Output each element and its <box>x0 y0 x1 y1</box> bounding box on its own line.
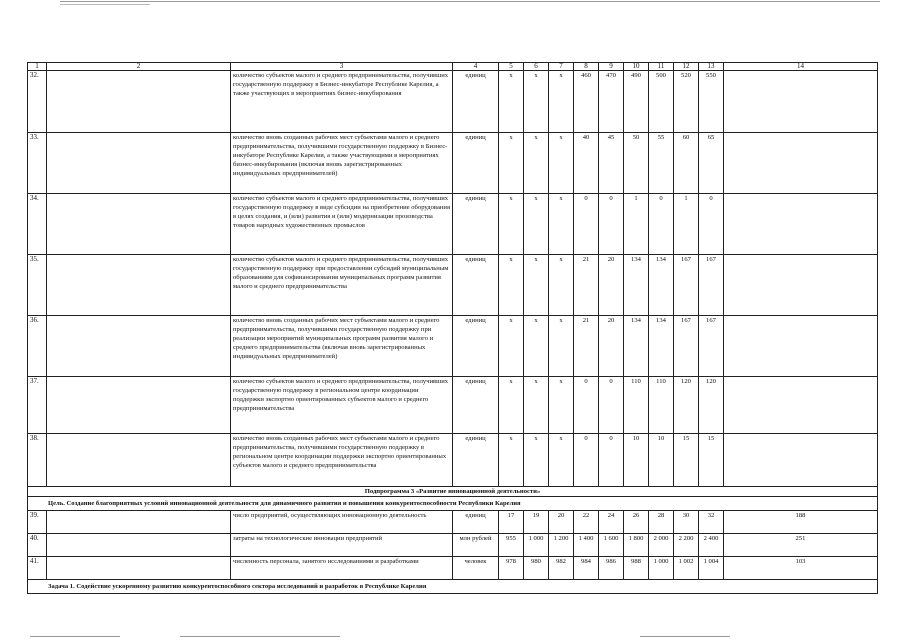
unit-cell: млн рублей <box>453 534 499 557</box>
total-cell <box>724 255 878 316</box>
top-rule-short <box>60 4 150 5</box>
value-cell: 0 <box>649 194 674 255</box>
task-title: Задача 1. Содействие ускоренному развитию конкурентоспособного сектора исследований и разработок в Республике Карелия <box>28 580 878 594</box>
row-number: 37. <box>28 377 47 434</box>
value-cell: 978 <box>499 557 524 580</box>
value-cell: x <box>499 377 524 434</box>
value-cell: 110 <box>624 377 649 434</box>
value-cell: 40 <box>574 133 599 194</box>
value-cell: 21 <box>574 255 599 316</box>
table-row <box>28 316 878 377</box>
value-cell: 0 <box>599 377 624 434</box>
col-header: 12 <box>674 63 699 71</box>
unit-cell: единиц <box>453 434 499 487</box>
col-header: 14 <box>724 63 878 71</box>
bottom-rule <box>640 636 730 637</box>
value-cell: x <box>549 316 574 377</box>
goal-title: Цель. Создание благоприятных условий инновационной деятельности для динамичного развития и повышения конкурентоспособности Республики Карелия <box>28 497 878 511</box>
value-cell: 1 000 <box>524 534 549 557</box>
value-cell: 0 <box>574 377 599 434</box>
table-row <box>28 511 878 534</box>
empty-cell <box>47 434 231 487</box>
value-cell: 167 <box>674 316 699 377</box>
value-cell: x <box>549 377 574 434</box>
empty-cell <box>47 133 231 194</box>
value-cell: x <box>549 71 574 133</box>
value-cell: 15 <box>674 434 699 487</box>
value-cell: 982 <box>549 557 574 580</box>
value-cell: 0 <box>574 434 599 487</box>
indicator-description: количество вновь созданных рабочих мест субъектами малого и среднего предпринимательства, получившими государственную поддержку при реализации мероприятий муниципальных программ развития малого и среднего предпринимательства (включая вновь зарегистрированных индивидуальных предпринимателей) <box>231 316 453 377</box>
empty-cell <box>47 534 231 557</box>
value-cell: 28 <box>649 511 674 534</box>
value-cell: 24 <box>599 511 624 534</box>
value-cell: x <box>524 133 549 194</box>
value-cell: 167 <box>674 255 699 316</box>
value-cell: 167 <box>699 316 724 377</box>
value-cell: 20 <box>599 316 624 377</box>
value-cell: 134 <box>649 255 674 316</box>
table-row <box>28 534 878 557</box>
unit-cell: единиц <box>453 377 499 434</box>
value-cell: x <box>499 316 524 377</box>
value-cell: 19 <box>524 511 549 534</box>
value-cell: x <box>524 255 549 316</box>
value-cell: x <box>524 377 549 434</box>
value-cell: 110 <box>649 377 674 434</box>
indicator-description: количество субъектов малого и среднего предпринимательства, получивших государственную поддержку в виде субсидии на приобретение оборудования в целях создания, и (или) развития и (или) модернизации производства товаров народных художественных промыслов <box>231 194 453 255</box>
value-cell: x <box>524 194 549 255</box>
col-header: 8 <box>574 63 599 71</box>
col-header: 6 <box>524 63 549 71</box>
indicator-description: количество субъектов малого и среднего предпринимательства, получивших государственную поддержку в региональном центре координации поддержки экспортно ориентированных субъектов малого и среднего предпринимательства <box>231 377 453 434</box>
unit-cell: единиц <box>453 133 499 194</box>
value-cell: x <box>524 71 549 133</box>
indicator-description: количество вновь созданных рабочих мест субъектами малого и среднего предпринимательства, получившими государственную поддержку в Бизнес-инкубаторе Республике Карелия, а также участвующими в мероприятиях бизнес-инкубирования (включая вновь зарегистрированных индивидуальных предпринимателей) <box>231 133 453 194</box>
value-cell: 1 004 <box>699 557 724 580</box>
value-cell: 167 <box>699 255 724 316</box>
col-header: 2 <box>47 63 231 71</box>
value-cell: 980 <box>524 557 549 580</box>
value-cell: 2 400 <box>699 534 724 557</box>
value-cell: 1 000 <box>649 557 674 580</box>
unit-cell: единиц <box>453 194 499 255</box>
value-cell: 988 <box>624 557 649 580</box>
value-cell: 15 <box>699 434 724 487</box>
value-cell: 22 <box>574 511 599 534</box>
value-cell: x <box>549 194 574 255</box>
total-cell: 103 <box>724 557 878 580</box>
unit-cell: единиц <box>453 511 499 534</box>
value-cell: 0 <box>574 194 599 255</box>
value-cell: 10 <box>649 434 674 487</box>
value-cell: x <box>499 71 524 133</box>
unit-cell: единиц <box>453 255 499 316</box>
value-cell: 500 <box>649 71 674 133</box>
value-cell: 986 <box>599 557 624 580</box>
value-cell: 20 <box>599 255 624 316</box>
row-number: 34. <box>28 194 47 255</box>
row-number: 36. <box>28 316 47 377</box>
unit-cell: единиц <box>453 71 499 133</box>
value-cell: 120 <box>674 377 699 434</box>
value-cell: 984 <box>574 557 599 580</box>
value-cell: 134 <box>624 255 649 316</box>
value-cell: 490 <box>624 71 649 133</box>
value-cell: 1 200 <box>549 534 574 557</box>
table-row <box>28 377 878 434</box>
total-cell <box>724 316 878 377</box>
empty-cell <box>47 377 231 434</box>
value-cell: 0 <box>699 194 724 255</box>
indicator-description: затраты на технологические инновации предприятий <box>231 534 453 557</box>
value-cell: x <box>499 133 524 194</box>
table-row <box>28 557 878 580</box>
value-cell: 2 000 <box>649 534 674 557</box>
value-cell: 955 <box>499 534 524 557</box>
value-cell: 50 <box>624 133 649 194</box>
value-cell: x <box>549 133 574 194</box>
col-header: 7 <box>549 63 574 71</box>
row-number: 41. <box>28 557 47 580</box>
value-cell: 134 <box>624 316 649 377</box>
total-cell <box>724 434 878 487</box>
value-cell: x <box>499 194 524 255</box>
indicator-description: количество субъектов малого и среднего предпринимательства, получивших государственную поддержку при предоставлении субсидий муниципальным образованиям для софинансирования муниципальных программ развития малого и среднего предпринимательства <box>231 255 453 316</box>
value-cell: 65 <box>699 133 724 194</box>
value-cell: 55 <box>649 133 674 194</box>
value-cell: 120 <box>699 377 724 434</box>
value-cell: 20 <box>549 511 574 534</box>
empty-cell <box>47 511 231 534</box>
subprogram-title: Подпрограмма 3 «Развитие инновационной деятельности» <box>28 487 878 497</box>
value-cell: 21 <box>574 316 599 377</box>
value-cell: 1 <box>674 194 699 255</box>
total-cell: 188 <box>724 511 878 534</box>
value-cell: 1 <box>624 194 649 255</box>
empty-cell <box>47 194 231 255</box>
table-row <box>28 255 878 316</box>
empty-cell <box>47 557 231 580</box>
subprogram-row <box>28 487 878 497</box>
indicator-description: численность персонала, занятого исследованиями и разработками <box>231 557 453 580</box>
col-header: 10 <box>624 63 649 71</box>
value-cell: 1 002 <box>674 557 699 580</box>
unit-cell: человек <box>453 557 499 580</box>
header-row <box>28 63 878 71</box>
value-cell: 10 <box>624 434 649 487</box>
total-cell <box>724 133 878 194</box>
indicator-description: количество вновь созданных рабочих мест субъектами малого и среднего предпринимательства, получившими государственную поддержку в региональном центре координации поддержки экспортно ориентированных субъектов малого и среднего предпринимательства <box>231 434 453 487</box>
indicator-description: число предприятий, осуществляющих инновационную деятельность <box>231 511 453 534</box>
table-body <box>28 63 878 594</box>
total-cell <box>724 71 878 133</box>
goal-row <box>28 497 878 511</box>
value-cell: 32 <box>699 511 724 534</box>
top-rule <box>60 1 880 2</box>
table-row <box>28 434 878 487</box>
col-header: 4 <box>453 63 499 71</box>
bottom-rule <box>180 636 340 637</box>
value-cell: x <box>549 434 574 487</box>
value-cell: 470 <box>599 71 624 133</box>
empty-cell <box>47 71 231 133</box>
total-cell <box>724 377 878 434</box>
value-cell: 17 <box>499 511 524 534</box>
value-cell: 30 <box>674 511 699 534</box>
bottom-rule <box>30 636 120 637</box>
indicator-description: количество субъектов малого и среднего предпринимательства, получивших государственную поддержку в Бизнес-инкубаторе Республике Карелия, а также участвующих в мероприятиях бизнес-инкубирования <box>231 71 453 133</box>
value-cell: x <box>549 255 574 316</box>
value-cell: 1 400 <box>574 534 599 557</box>
empty-cell <box>47 255 231 316</box>
row-number: 38. <box>28 434 47 487</box>
row-number: 40. <box>28 534 47 557</box>
table-row <box>28 71 878 133</box>
col-header: 3 <box>231 63 453 71</box>
col-header: 9 <box>599 63 624 71</box>
value-cell: 0 <box>599 434 624 487</box>
value-cell: x <box>499 255 524 316</box>
value-cell: 520 <box>674 71 699 133</box>
unit-cell: единиц <box>453 316 499 377</box>
value-cell: 26 <box>624 511 649 534</box>
value-cell: 550 <box>699 71 724 133</box>
value-cell: 1 600 <box>599 534 624 557</box>
table-row <box>28 133 878 194</box>
row-number: 35. <box>28 255 47 316</box>
total-cell: 251 <box>724 534 878 557</box>
row-number: 39. <box>28 511 47 534</box>
col-header: 11 <box>649 63 674 71</box>
value-cell: 45 <box>599 133 624 194</box>
value-cell: 2 200 <box>674 534 699 557</box>
table-row <box>28 194 878 255</box>
value-cell: 460 <box>574 71 599 133</box>
value-cell: x <box>499 434 524 487</box>
total-cell <box>724 194 878 255</box>
indicators-table <box>27 62 878 594</box>
value-cell: 0 <box>599 194 624 255</box>
value-cell: 1 800 <box>624 534 649 557</box>
value-cell: x <box>524 316 549 377</box>
row-number: 33. <box>28 133 47 194</box>
row-number: 32. <box>28 71 47 133</box>
col-header: 13 <box>699 63 724 71</box>
value-cell: 134 <box>649 316 674 377</box>
empty-cell <box>47 316 231 377</box>
value-cell: 60 <box>674 133 699 194</box>
col-header: 1 <box>28 63 47 71</box>
task-row <box>28 580 878 594</box>
col-header: 5 <box>499 63 524 71</box>
value-cell: x <box>524 434 549 487</box>
